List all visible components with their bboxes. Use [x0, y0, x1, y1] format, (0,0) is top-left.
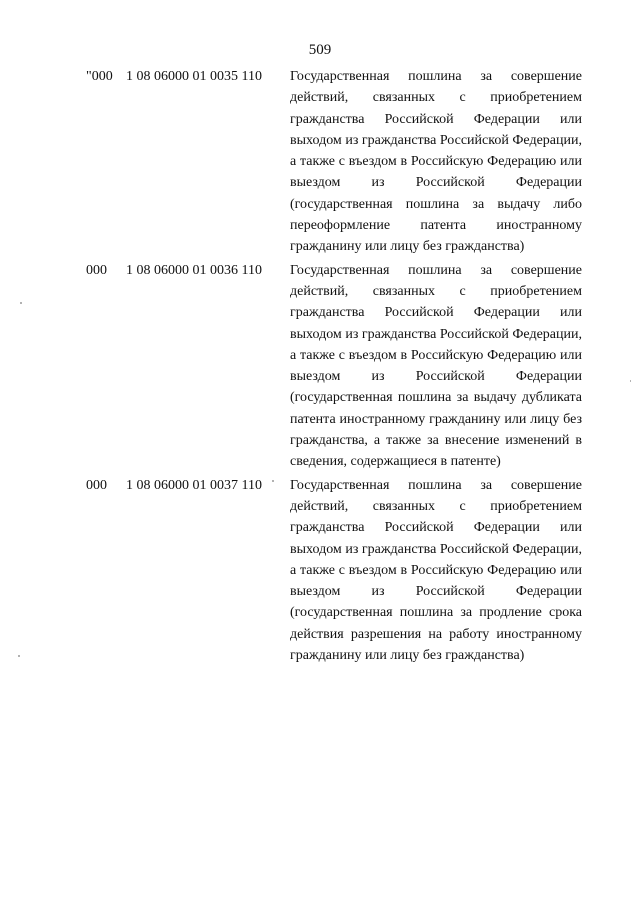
fee-code-list [86, 66, 586, 666]
scan-speck [18, 655, 20, 657]
fee-description: Государственная пошлина за совершение действий, связанных с приобретением гражданства Российской Федерации или выходом из гражданства Российской Федерации, а также с въездом в Российскую Федерацию или выездом из Российской Федерации (государственная пошлина за выдачу дубликата патента иностранному гражданину или лицу без гражданства, а также за внесение изменений в сведения, содержащиеся в патенте) [290, 262, 582, 470]
admin-code: 000 [86, 262, 107, 278]
fee-entry [86, 66, 586, 258]
fee-entry [86, 475, 586, 667]
budget-classification-code: 1 08 06000 01 0037 110 [126, 477, 262, 493]
fee-description: Государственная пошлина за совершение действий, связанных с приобретением гражданства Российской Федерации или выходом из гражданства Российской Федерации, а также с въездом в Российскую Федерацию или выездом из Российской Федерации (государственная пошлина за выдачу либо переоформление патента иностранному гражданину или лицу без гражданства) [290, 69, 582, 255]
scan-speck [20, 302, 22, 304]
budget-classification-code: 1 08 06000 01 0036 110 [126, 262, 262, 278]
scan-speck [272, 480, 274, 482]
budget-classification-code: 1 08 06000 01 0035 110 [126, 69, 262, 84]
page-number: 509 [308, 42, 332, 58]
scan-speck [630, 380, 631, 382]
fee-entry [86, 260, 586, 473]
admin-code: "000 [86, 69, 113, 84]
admin-code: 000 [86, 477, 107, 493]
fee-description: Государственная пошлина за совершение действий, связанных с приобретением гражданства Российской Федерации или выходом из гражданства Российской Федерации, а также с въездом в Российскую Федерацию или выездом из Российской Федерации (государственная пошлина за продление срока действия разрешения на работу иностранному гражданину или лицу без гражданства) [290, 477, 582, 664]
